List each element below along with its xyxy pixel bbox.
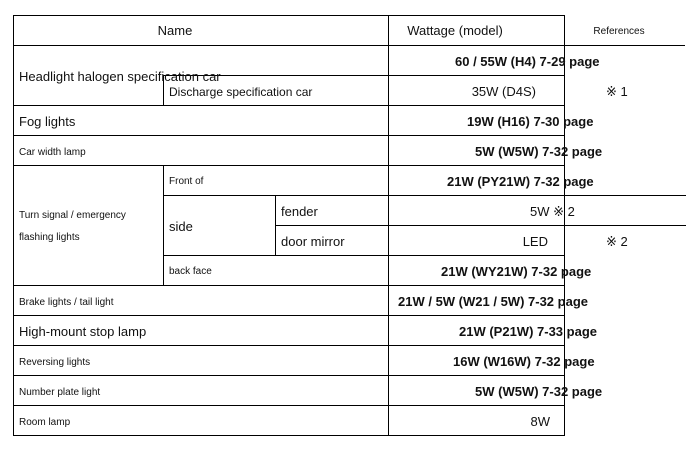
rule xyxy=(388,15,389,436)
header-name: Name xyxy=(157,23,193,38)
header-wattage: Wattage (model) xyxy=(407,23,503,38)
rule xyxy=(163,75,564,76)
room-label: Room lamp xyxy=(19,417,71,428)
mirror-value: LED xyxy=(522,234,548,249)
headlight-label: Headlight halogen specification car xyxy=(19,69,221,84)
rule xyxy=(13,105,564,106)
rule xyxy=(564,15,565,436)
brake-value: 21W / 5W (W21 / 5W) 7-32 page xyxy=(398,294,588,309)
rule xyxy=(13,165,564,166)
header-references: References xyxy=(593,26,645,37)
rule xyxy=(13,375,564,376)
rule xyxy=(275,225,686,226)
turn-label-1: Turn signal / emergency xyxy=(19,210,126,221)
rule xyxy=(13,345,564,346)
rule xyxy=(275,195,276,255)
turn-label-2: flashing lights xyxy=(19,232,80,243)
room-value: 8W xyxy=(530,414,550,429)
rule xyxy=(13,45,685,46)
mirror-ref: ※ 2 xyxy=(606,234,628,249)
discharge-ref: ※ 1 xyxy=(606,84,628,99)
rule xyxy=(13,285,564,286)
fog-label: Fog lights xyxy=(19,114,76,129)
headlight-value: 60 / 55W (H4) 7-29 page xyxy=(455,54,600,69)
back-value: 21W (WY21W) 7-32 page xyxy=(441,264,592,279)
rule xyxy=(13,315,564,316)
rule xyxy=(13,405,564,406)
rule xyxy=(163,255,564,256)
rule xyxy=(163,195,686,196)
width-label: Car width lamp xyxy=(19,147,86,158)
brake-label: Brake lights / tail light xyxy=(19,297,114,308)
rule-left xyxy=(13,15,14,436)
front-label: Front of xyxy=(169,176,204,187)
fender-value: 5W ※ 2 xyxy=(530,204,575,219)
discharge-value: 35W (D4S) xyxy=(471,84,536,99)
reversing-value: 16W (W16W) 7-32 page xyxy=(453,354,595,369)
width-value: 5W (W5W) 7-32 page xyxy=(475,144,603,159)
highmount-value: 21W (P21W) 7-33 page xyxy=(459,324,597,339)
mirror-label: door mirror xyxy=(281,234,345,249)
rule xyxy=(163,165,164,285)
rule-bottom xyxy=(13,435,564,436)
front-value: 21W (PY21W) 7-32 page xyxy=(447,174,594,189)
plate-label: Number plate light xyxy=(19,387,101,398)
highmount-label: High-mount stop lamp xyxy=(19,324,147,339)
fog-value: 19W (H16) 7-30 page xyxy=(467,114,594,129)
plate-value: 5W (W5W) 7-32 page xyxy=(475,384,603,399)
back-label: back face xyxy=(169,266,212,277)
rule-top xyxy=(13,15,564,16)
fender-label: fender xyxy=(281,204,318,219)
rule xyxy=(13,135,564,136)
side-label: side xyxy=(169,219,193,234)
discharge-label: Discharge specification car xyxy=(169,85,313,99)
reversing-label: Reversing lights xyxy=(19,357,91,368)
